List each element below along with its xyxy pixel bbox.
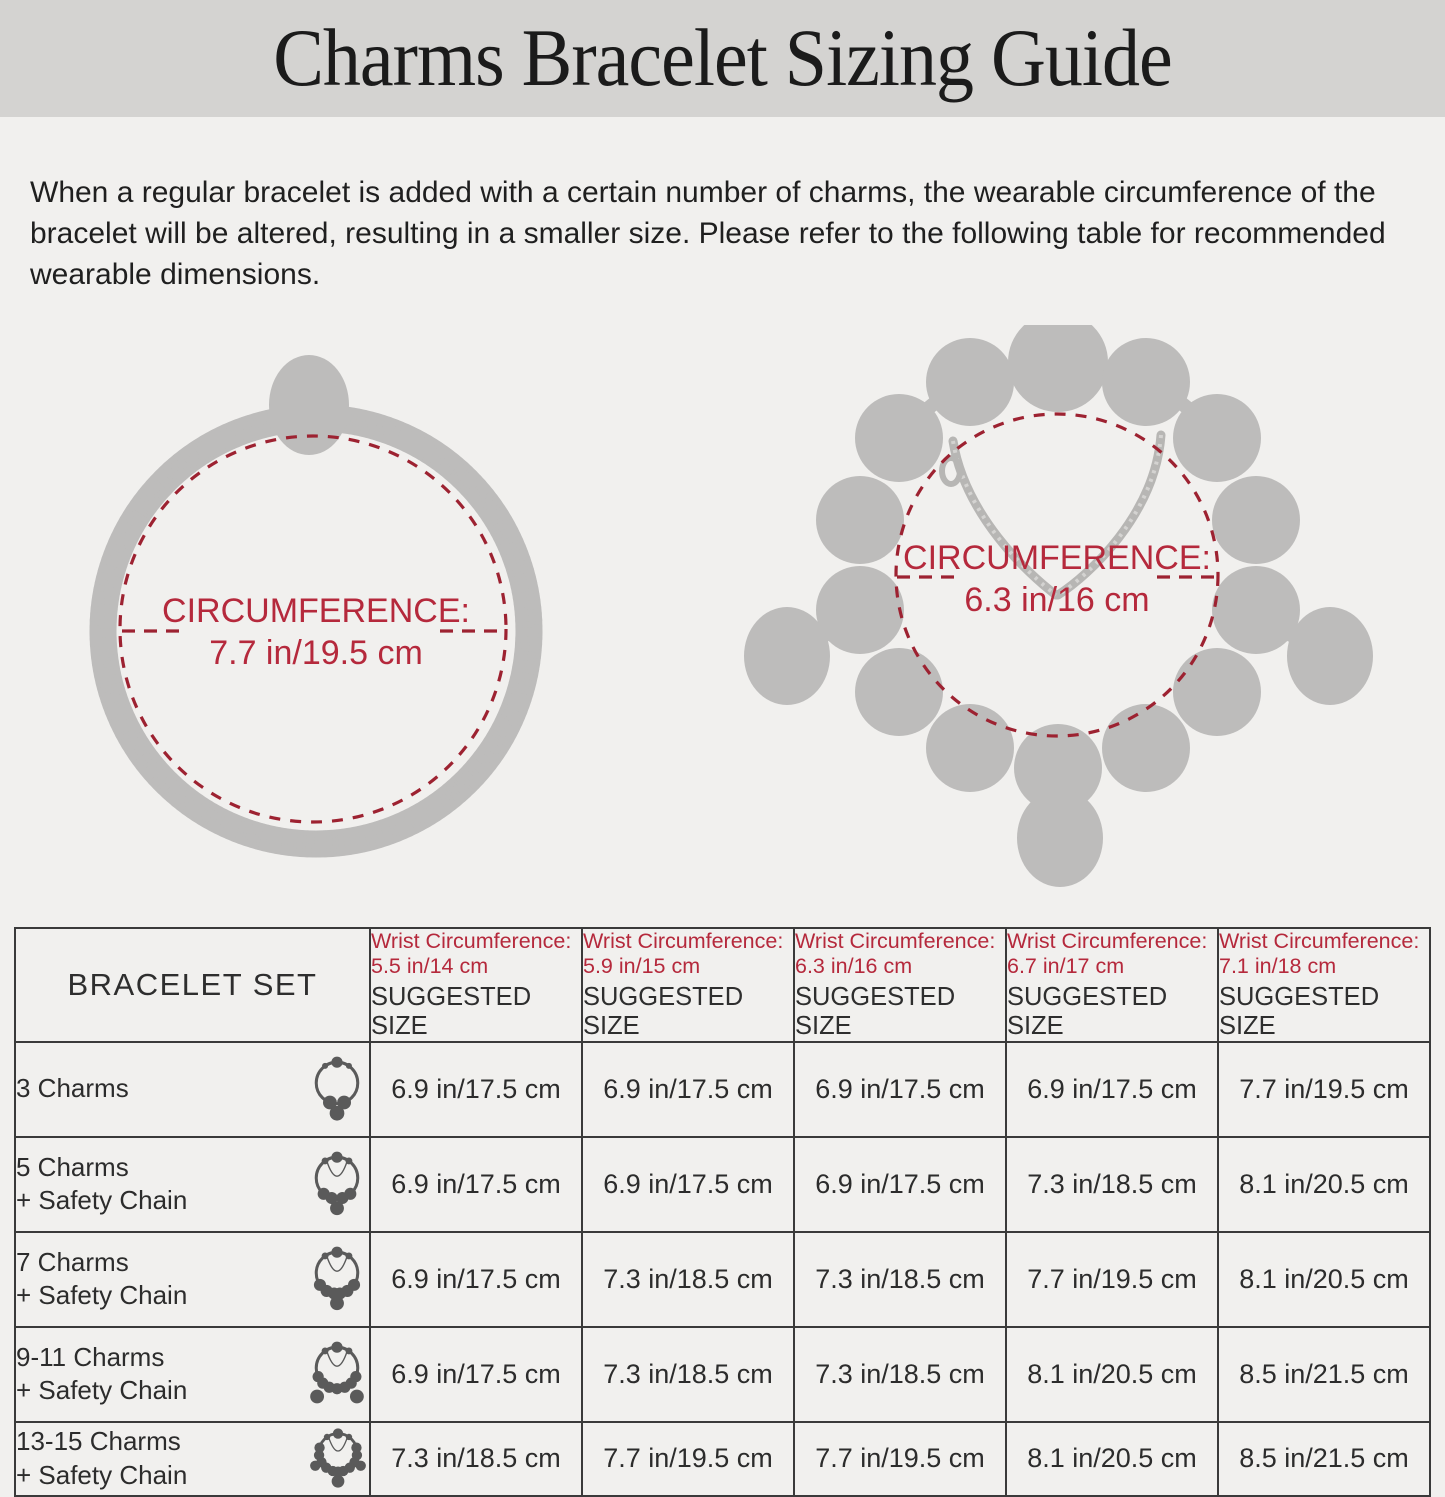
sizing-table [14,927,1431,1496]
column-header-2 [582,928,794,1041]
wrist-circumference-value: 7.1 in/18 cm [1219,954,1337,979]
size-cell: 8.1 in/20.5 cm [1218,1137,1430,1232]
column-header-3 [794,928,1006,1041]
dangle-charm-left [744,607,830,705]
bracelet-5-charms-icon [305,1146,369,1222]
wrist-circumference-label: Wrist Circumference: [583,929,784,954]
size-cell: 6.9 in/17.5 cm [370,1042,582,1137]
size-cell: 6.9 in/17.5 cm [1006,1042,1218,1137]
wrist-circumference-label: Wrist Circumference: [1219,929,1420,954]
size-cell: 8.1 in/20.5 cm [1006,1422,1218,1496]
page-title: Charms Bracelet Sizing Guide [273,12,1172,104]
clasp-bead [269,355,349,455]
charm-circumference-value: 6.3 in/16 cm [964,581,1150,620]
column-header-1 [370,928,582,1041]
wrist-circumference-label: Wrist Circumference: [371,929,572,954]
dangle-charm-bottom [1017,789,1103,887]
plain-circumference-value: 7.7 in/19.5 cm [209,634,423,673]
size-cell: 8.5 in/21.5 cm [1218,1327,1430,1422]
suggested-size-label: SUGGESTED SIZE [1219,982,1380,1040]
wrist-circumference-label: Wrist Circumference: [795,929,996,954]
title-band [0,0,1445,117]
charm-bracelet-diagram [725,325,1445,927]
bracelet-set-header: BRACELET SET [15,928,370,1041]
size-cell: 8.5 in/21.5 cm [1218,1422,1430,1496]
size-cell: 7.7 in/19.5 cm [1006,1232,1218,1327]
size-cell: 7.7 in/19.5 cm [582,1422,794,1496]
wrist-circumference-value: 5.5 in/14 cm [371,954,489,979]
size-cell: 7.3 in/18.5 cm [582,1232,794,1327]
table-row [15,1422,1430,1496]
bracelet-9-11-charms-icon [305,1336,369,1412]
row-label-13-15-charms: 13-15 Charms + Safety Chain [15,1422,370,1496]
bracelet-7-charms-icon [305,1241,369,1317]
size-cell: 6.9 in/17.5 cm [370,1232,582,1327]
size-cell: 7.7 in/19.5 cm [794,1422,1006,1496]
diagram-section [0,325,1445,927]
wrist-circumference-value: 6.3 in/16 cm [795,954,913,979]
table-row [15,1042,1430,1137]
wrist-circumference-label: Wrist Circumference: [1007,929,1208,954]
row-label-7-charms: 7 Charms + Safety Chain [15,1232,370,1327]
dangle-charm-right [1287,607,1373,705]
size-cell: 7.3 in/18.5 cm [370,1422,582,1496]
column-header-4 [1006,928,1218,1041]
table-row [15,1327,1430,1422]
suggested-size-label: SUGGESTED SIZE [371,982,532,1040]
size-cell: 7.3 in/18.5 cm [582,1327,794,1422]
table-row [15,1232,1430,1327]
size-cell: 6.9 in/17.5 cm [794,1042,1006,1137]
size-cell: 6.9 in/17.5 cm [582,1042,794,1137]
size-cell: 7.3 in/18.5 cm [794,1232,1006,1327]
intro-paragraph: When a regular bracelet is added with a certain number of charms, the wearable circumference of the bracelet will be altered, resulting in a smaller size. Please refer to the following table for recommended wearable dimensions. [30,176,1386,291]
wrist-circumference-value: 5.9 in/15 cm [583,954,701,979]
size-cell: 7.3 in/18.5 cm [794,1327,1006,1422]
size-cell: 6.9 in/17.5 cm [370,1137,582,1232]
bracelet-13-15-charms-icon [307,1424,369,1494]
size-cell: 7.7 in/19.5 cm [1218,1042,1430,1137]
table-header-row [15,928,1430,1041]
size-cell: 7.3 in/18.5 cm [1006,1137,1218,1232]
row-label-3-charms: 3 Charms [15,1042,370,1137]
size-cell: 6.9 in/17.5 cm [794,1137,1006,1232]
charm-circumference-label: CIRCUMFERENCE: [903,539,1211,578]
size-cell: 8.1 in/20.5 cm [1218,1232,1430,1327]
table-row [15,1137,1430,1232]
bracelet-3-charms-icon [305,1051,369,1127]
wrist-circumference-value: 6.7 in/17 cm [1007,954,1125,979]
plain-circumference-label: CIRCUMFERENCE: [162,592,470,631]
row-label-9-11-charms: 9-11 Charms + Safety Chain [15,1327,370,1422]
size-cell: 8.1 in/20.5 cm [1006,1327,1218,1422]
suggested-size-label: SUGGESTED SIZE [795,982,956,1040]
suggested-size-label: SUGGESTED SIZE [1007,982,1168,1040]
row-label-5-charms: 5 Charms + Safety Chain [15,1137,370,1232]
column-header-5 [1218,928,1430,1041]
size-cell: 6.9 in/17.5 cm [582,1137,794,1232]
suggested-size-label: SUGGESTED SIZE [583,982,744,1040]
plain-bracelet-diagram [0,325,660,927]
size-cell: 6.9 in/17.5 cm [370,1327,582,1422]
